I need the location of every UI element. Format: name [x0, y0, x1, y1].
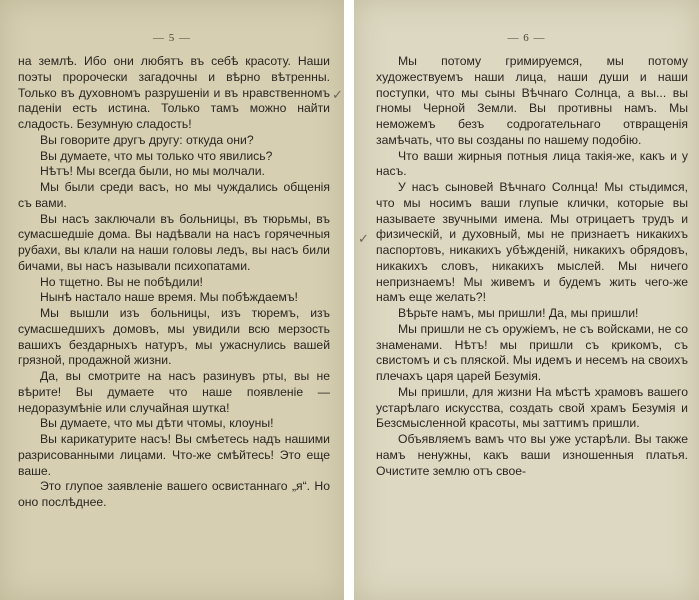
paragraph: Вы карикатурите насъ! Вы смѣетесь надъ нашими разрисованными лицами. Что-же смѣйтесь! Это еще ваше.: [18, 432, 330, 478]
left-page: [0, 0, 344, 600]
paragraph: Мы потому гримируемся, мы потому художествуемъ наши лица, наши души и наши поступки, что мы сыны Вѣчнаго Солнца, а вы... вы гномы Черной Земли. Вы противны намъ. Мы неможемъ безъ содрогательнаго отвращенія замѣчать, что вы созданы по нашему подобію.: [376, 54, 688, 147]
paragraph: Вы говорите другъ другу: откуда они?: [40, 132, 254, 147]
page-gap: [344, 0, 354, 600]
paragraph: Вы насъ заключали въ больницы, въ тюрьмы, въ сумасшедшіе дома. Вы надѣвали на насъ горячечныя рубахи, вы клали на наши головы ледъ, вы насъ били бичами, вы насъ называли психопатами.: [18, 211, 330, 273]
margin-tick-mark: ✓: [332, 88, 343, 103]
paragraph: Мы вышли изъ больницы, изъ тюремъ, изъ сумасшедшихъ домовъ, мы увидили всю мерзость вашихъ бездарныхъ натуръ, мы ужаснулись вашей грязной, продажной жизни.: [18, 306, 330, 368]
right-page: [354, 0, 699, 600]
paragraph: Нынѣ настало наше время. Мы побѣждаемъ!: [40, 290, 298, 305]
paragraph: на землѣ. Ибо они любятъ въ себѣ красоту. Наши поэты пророчески загадочны и вѣрно вѣтренны. Только въ духовномъ разрушеніи и въ нравственномъ паденіи есть истина. Только тамъ можно найти сладость. Безумную сладость!: [18, 54, 330, 131]
paragraph: Вы думаете, что мы только что явились?: [40, 148, 273, 163]
paragraph: Вѣрьте намъ, мы пришли! Да, мы пришли!: [398, 306, 639, 320]
left-page-text: [18, 54, 330, 511]
paragraph: Нѣтъ! Мы всегда были, но мы молчали.: [40, 164, 265, 179]
paragraph: Это глупое заявленіе вашего освистаннаго „я“. Но оно послѣднее.: [18, 479, 330, 509]
paragraph: Что ваши жирныя потныя лица такія-же, какъ и у насъ.: [376, 148, 688, 179]
paragraph: Да, вы смотрите на насъ разинувъ рты, вы не вѣрите! Вы думаете что наше появленіе — недоразумѣніе или случайная шутка!: [18, 369, 330, 415]
paragraph: Но тщетно. Вы не побѣдили!: [40, 274, 203, 289]
margin-tick-mark: ✓: [358, 232, 369, 247]
paragraph: Объявляемъ вамъ что вы уже устарѣли. Вы также намъ ненужны, какъ ваши изношенныя платья. Очистите землю отъ свое-: [376, 432, 688, 478]
paragraph: У насъ сыновей Вѣчнаго Солнца! Мы стыдимся, что мы носимъ ваши глупые клички, которые вы называете звучными имена. Мы отрицаетъ трудъ и физическій, и духовный, мы не признаетъ никакихъ паспортовъ, никакихъ убѣжденій, никакихъ обрядовъ, никакихъ словъ, никакихъ мыслей. Мы ничего непризнаемъ! Мы живемъ и будемъ жить чего-же намъ еще желать?!: [376, 180, 688, 305]
paragraph: Мы были среди васъ, но мы чуждались общенія съ вами.: [18, 180, 330, 210]
paragraph: Мы пришли не съ оружіемъ, не съ войсками, не со знаменами. Нѣтъ! мы пришли съ крикомъ, съ свистомъ и съ пляской. Мы идемъ и несемъ на своихъ плечахъ царя царей Безумія.: [376, 321, 688, 383]
page-number-right: — 6 —: [507, 32, 546, 44]
paragraph: Вы думаете, что мы дѣти чтомы, клоуны!: [40, 416, 274, 431]
page-number-left: — 5 —: [153, 32, 191, 44]
paragraph: Мы пришли, для жизни На мѣстѣ храмовъ вашего устарѣлаго искусства, создать свой храмъ Безумія и Безсмысленной красоты, мы заттимъ пришли.: [376, 384, 688, 431]
right-page-text: [376, 54, 688, 479]
